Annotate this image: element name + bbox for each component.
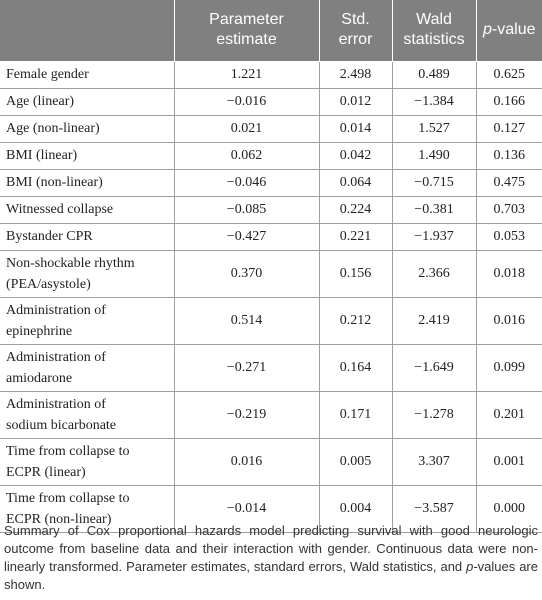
cell-estimate: −0.271 (174, 344, 319, 391)
row-label-line-1: Administration of (6, 349, 106, 365)
table-row (0, 169, 542, 196)
cell-wald: 0.489 (392, 61, 476, 88)
row-label: Bystander CPR (0, 223, 174, 250)
row-label: BMI (non-linear) (0, 169, 174, 196)
cell-std-error: 0.224 (319, 196, 392, 223)
table-row (0, 142, 542, 169)
cell-std-error: 0.064 (319, 169, 392, 196)
cell-p-value: 0.625 (476, 61, 542, 88)
cell-estimate: −0.014 (174, 485, 319, 532)
cell-wald: 3.307 (392, 438, 476, 485)
cell-std-error: 0.221 (319, 223, 392, 250)
caption-text-1: Summary of Cox proportional hazards model predicting survival with good neurologic outcome from baseline data and their interaction with gender. Continuous data were non-linearly transformed. Parameter estimates, standard errors, Wald statistics, and (4, 523, 538, 574)
cell-wald: −0.381 (392, 196, 476, 223)
cell-std-error: 0.212 (319, 297, 392, 344)
row-label-line-1: Time from collapse to (6, 490, 130, 506)
header-variable (0, 0, 174, 61)
cell-estimate: 0.370 (174, 250, 319, 297)
table-row (0, 61, 542, 88)
cell-p-value: 0.001 (476, 438, 542, 485)
row-label-line-1: Administration of (6, 396, 106, 412)
row-label-line-2: sodium bicarbonate (6, 417, 117, 433)
cell-wald: −1.278 (392, 391, 476, 438)
cell-p-value: 0.000 (476, 485, 542, 532)
row-label-line-2: (PEA/asystole) (6, 276, 91, 292)
cell-std-error: 0.012 (319, 88, 392, 115)
table-header-row (0, 0, 542, 61)
table-row (0, 250, 542, 297)
cell-p-value: 0.166 (476, 88, 542, 115)
cell-estimate: 0.514 (174, 297, 319, 344)
cell-std-error: 0.164 (319, 344, 392, 391)
caption-text-2: -values are shown. (4, 559, 538, 592)
header-wald-statistics: Wald statistics (392, 0, 476, 61)
cell-p-value: 0.018 (476, 250, 542, 297)
cell-p-value: 0.016 (476, 297, 542, 344)
cell-estimate: 1.221 (174, 61, 319, 88)
table-row (0, 196, 542, 223)
cell-estimate: 0.021 (174, 115, 319, 142)
header-std-error: Std. error (319, 0, 392, 61)
cell-p-value: 0.703 (476, 196, 542, 223)
cell-std-error: 0.156 (319, 250, 392, 297)
cell-std-error: 2.498 (319, 61, 392, 88)
table-row (0, 297, 542, 344)
table-row (0, 391, 542, 438)
cell-p-value: 0.099 (476, 344, 542, 391)
cell-std-error: 0.004 (319, 485, 392, 532)
cell-std-error: 0.042 (319, 142, 392, 169)
cell-p-value: 0.053 (476, 223, 542, 250)
row-label (0, 344, 174, 391)
row-label-line-2: amiodarone (6, 370, 73, 386)
table-row (0, 438, 542, 485)
table-row (0, 115, 542, 142)
row-label-line-1: Time from collapse to (6, 443, 130, 459)
cell-p-value: 0.201 (476, 391, 542, 438)
header-p-value (476, 0, 542, 61)
cell-estimate: −0.046 (174, 169, 319, 196)
cell-wald: −1.649 (392, 344, 476, 391)
table-row (0, 344, 542, 391)
cell-wald: −0.715 (392, 169, 476, 196)
cell-estimate: −0.085 (174, 196, 319, 223)
row-label: Witnessed collapse (0, 196, 174, 223)
cell-p-value: 0.127 (476, 115, 542, 142)
header-parameter-estimate: Parameter estimate (174, 0, 319, 61)
cell-estimate: 0.016 (174, 438, 319, 485)
cell-p-value: 0.136 (476, 142, 542, 169)
table-caption (4, 522, 538, 594)
cell-wald: −3.587 (392, 485, 476, 532)
header-p-suffix: -value (491, 21, 536, 39)
cell-wald: 1.527 (392, 115, 476, 142)
cell-std-error: 0.171 (319, 391, 392, 438)
row-label: Age (linear) (0, 88, 174, 115)
row-label (0, 297, 174, 344)
cell-wald: 2.419 (392, 297, 476, 344)
cell-p-value: 0.475 (476, 169, 542, 196)
cell-wald: 2.366 (392, 250, 476, 297)
cell-estimate: 0.062 (174, 142, 319, 169)
cell-estimate: −0.219 (174, 391, 319, 438)
row-label-line-1: Non-shockable rhythm (6, 255, 135, 271)
row-label: Age (non-linear) (0, 115, 174, 142)
table-row (0, 223, 542, 250)
row-label (0, 391, 174, 438)
cell-std-error: 0.014 (319, 115, 392, 142)
row-label (0, 250, 174, 297)
row-label (0, 438, 174, 485)
row-label-line-2: ECPR (linear) (6, 464, 86, 480)
row-label-line-2: ECPR (non-linear) (6, 511, 112, 527)
cell-estimate: −0.427 (174, 223, 319, 250)
caption-p-italic: p (466, 559, 474, 574)
table-row (0, 88, 542, 115)
cell-wald: −1.384 (392, 88, 476, 115)
cell-std-error: 0.005 (319, 438, 392, 485)
header-p-italic: p (483, 21, 492, 39)
cell-estimate: −0.016 (174, 88, 319, 115)
cell-wald: 1.490 (392, 142, 476, 169)
row-label: Female gender (0, 61, 174, 88)
cell-wald: −1.937 (392, 223, 476, 250)
row-label: BMI (linear) (0, 142, 174, 169)
row-label-line-2: epinephrine (6, 323, 73, 339)
row-label-line-1: Administration of (6, 302, 106, 318)
